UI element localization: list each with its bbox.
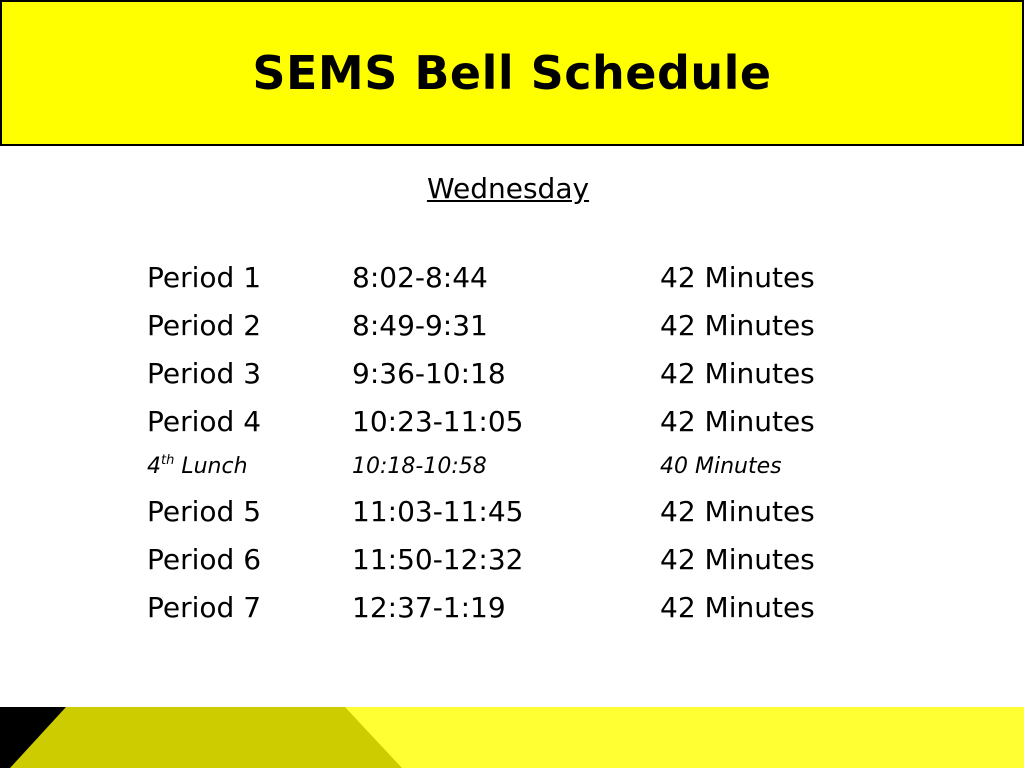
title-bar xyxy=(0,0,1024,146)
time-range: 8:49-9:31 xyxy=(352,309,488,342)
duration: 42 Minutes xyxy=(660,543,815,576)
duration: 40 Minutes xyxy=(660,454,782,479)
period-label: Period 4 xyxy=(147,405,262,438)
lunch-row xyxy=(147,446,907,488)
duration: 42 Minutes xyxy=(660,405,815,438)
duration: 42 Minutes xyxy=(660,357,815,390)
time-range: 11:03-11:45 xyxy=(352,495,524,528)
lunch-number: 4 xyxy=(147,454,161,479)
schedule-row xyxy=(147,254,907,302)
footer-decoration xyxy=(0,707,1024,768)
footer-graphic xyxy=(0,707,1024,768)
duration: 42 Minutes xyxy=(660,591,815,624)
period-label: Period 3 xyxy=(147,357,262,390)
period-label: Period 1 xyxy=(147,261,262,294)
period-label: Period 7 xyxy=(147,591,262,624)
day-heading: Wednesday xyxy=(426,172,590,205)
schedule-row xyxy=(147,536,907,584)
lunch-ordinal-suffix: th xyxy=(161,453,175,468)
schedule-table xyxy=(147,254,907,632)
time-range: 11:50-12:32 xyxy=(352,543,524,576)
footer-olive-band xyxy=(0,707,402,768)
time-range: 10:18-10:58 xyxy=(352,454,487,479)
duration: 42 Minutes xyxy=(660,309,815,342)
lunch-label xyxy=(147,446,248,488)
time-range: 10:23-11:05 xyxy=(352,405,524,438)
period-label: Period 2 xyxy=(147,309,262,342)
lunch-word: Lunch xyxy=(174,454,248,479)
schedule-row xyxy=(147,398,907,446)
schedule-row xyxy=(147,302,907,350)
slide-title: SEMS Bell Schedule xyxy=(252,46,772,100)
schedule-row xyxy=(147,584,907,632)
period-label: Period 6 xyxy=(147,543,262,576)
period-label: Period 5 xyxy=(147,495,262,528)
duration: 42 Minutes xyxy=(660,495,815,528)
schedule-row xyxy=(147,488,907,536)
duration: 42 Minutes xyxy=(660,261,815,294)
time-range: 8:02-8:44 xyxy=(352,261,488,294)
time-range: 12:37-1:19 xyxy=(352,591,506,624)
schedule-row xyxy=(147,350,907,398)
time-range: 9:36-10:18 xyxy=(352,357,506,390)
